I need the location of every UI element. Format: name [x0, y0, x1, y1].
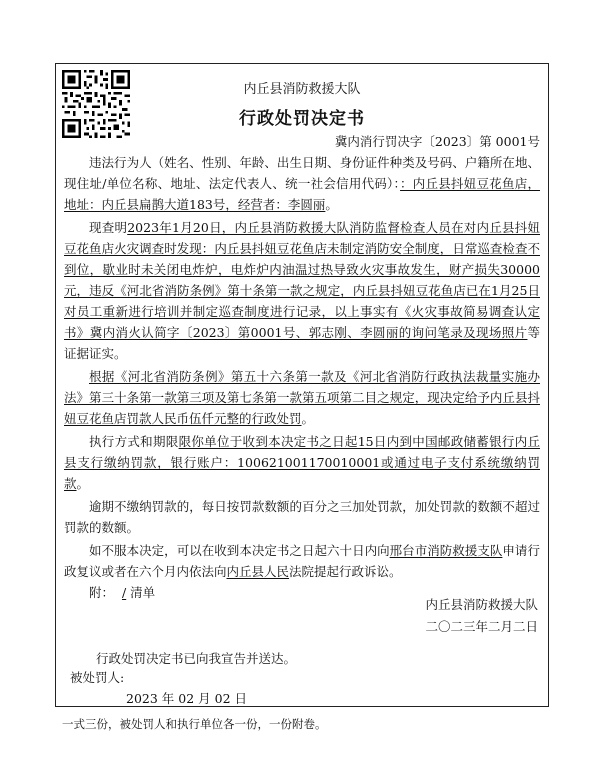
signature-block: [425, 594, 538, 638]
execution-lead: 执行方式和期限: [89, 434, 179, 449]
basis-paragraph: [64, 366, 540, 429]
footer-note: 一式三份，被处罚人和执行单位各一份，一份附卷。: [62, 717, 327, 731]
execution-paragraph: [64, 431, 540, 494]
signature-org: 内丘县消防救援大队: [425, 597, 538, 612]
attachment-suffix: 清单: [130, 585, 156, 600]
document-body: [64, 152, 540, 603]
court-name: 内丘县人民: [226, 564, 290, 579]
execution-end: 。: [76, 476, 90, 491]
attachment-label: 附：: [89, 585, 115, 600]
facts-detail: 2023年1月20日，内丘县消防救援大队消防监督检查人员在对内丘县抖妞豆花鱼店火灾调查时发现：内丘县抖妞豆花鱼店未制定消防安全制度，日常巡查检查不到位，歇业时未关闭电炸炉，电炸炉内油温过热导致火灾事故发生，财产损失30000元，违反《河北省消防条例》第十条第一款之规定，内丘县抖妞豆花鱼店已在1月25日对员工重新进行培训并制定巡查制度进行记录，以上事实有: [64, 220, 540, 319]
party-label: 违法行为人（姓名、性别、年龄、出生日期、身份证件种类及号码、户籍所在地、现住址/单位名称、地址、法定代表人、统一社会信用代码）：: [64, 155, 540, 191]
party-paragraph: [64, 152, 540, 215]
recipient-label: 被处罚人:: [70, 670, 125, 685]
basis-end: 。: [301, 411, 315, 426]
service-date: 2023 年 02 月 02 日: [126, 691, 247, 706]
facts-paragraph: [64, 217, 540, 364]
facts-end: 等证据证实。: [64, 325, 540, 361]
service-statement: 行政处罚决定书已向我宣告并送达。: [96, 651, 297, 666]
execution-text: 限你单位于收到本决定书之日起15日内到中国邮政储蓄银行内丘县支行缴纳罚款，银行账户：100621001170010001或通过电子支付系统缴纳罚款: [64, 434, 540, 491]
party-value: ：内丘县抖妞豆花鱼店，地址：内丘县扁鹊大道183号，经营者：李圆丽: [64, 176, 540, 212]
party-end: 。: [325, 197, 338, 212]
overdue-paragraph: 逾期不缴纳罚款的，每日按罚款数额的百分之三加处罚款，加处罚款的数额不超过罚款的数额。: [64, 499, 540, 535]
appeal-text-1: 如不服本决定，可以在收到本决定书之日起六十日内向: [89, 543, 390, 558]
facts-lead: 现查明: [89, 220, 128, 235]
document-number: 冀内消行罚决字〔2023〕第 0001号: [334, 134, 540, 149]
appeal-text-2: 申请行政复议或者在六个月内依法向: [64, 543, 540, 579]
appeal-paragraph: [64, 540, 540, 582]
facts-evidence: 《火灾事故简易调查认定书》冀内消火认简字〔2023〕第0001号、郭志刚、李圆丽的询问笔录及现场照片: [64, 304, 540, 340]
issuing-org-header: 内丘县消防救援大队: [243, 82, 361, 97]
basis-text: 根据《河北省消防条例》第五十六条第一款及《河北省消防行政执法裁量实施办法》第三十条第一款第三项及第七条第一款第五项第二目之规定，现决定给予内丘县抖妞豆花鱼店罚款人民币伍仟元整的行政处罚: [64, 369, 540, 426]
appeal-text-3: 法院提起行政诉讼。: [289, 564, 402, 579]
signature-date: 二〇二三年二月二日: [425, 619, 538, 634]
attachment-value: /: [121, 585, 127, 600]
review-agency: 邢台市消防救援支队: [389, 543, 503, 558]
page-title: 行政处罚决定书: [239, 109, 365, 129]
document-frame: [55, 63, 549, 707]
